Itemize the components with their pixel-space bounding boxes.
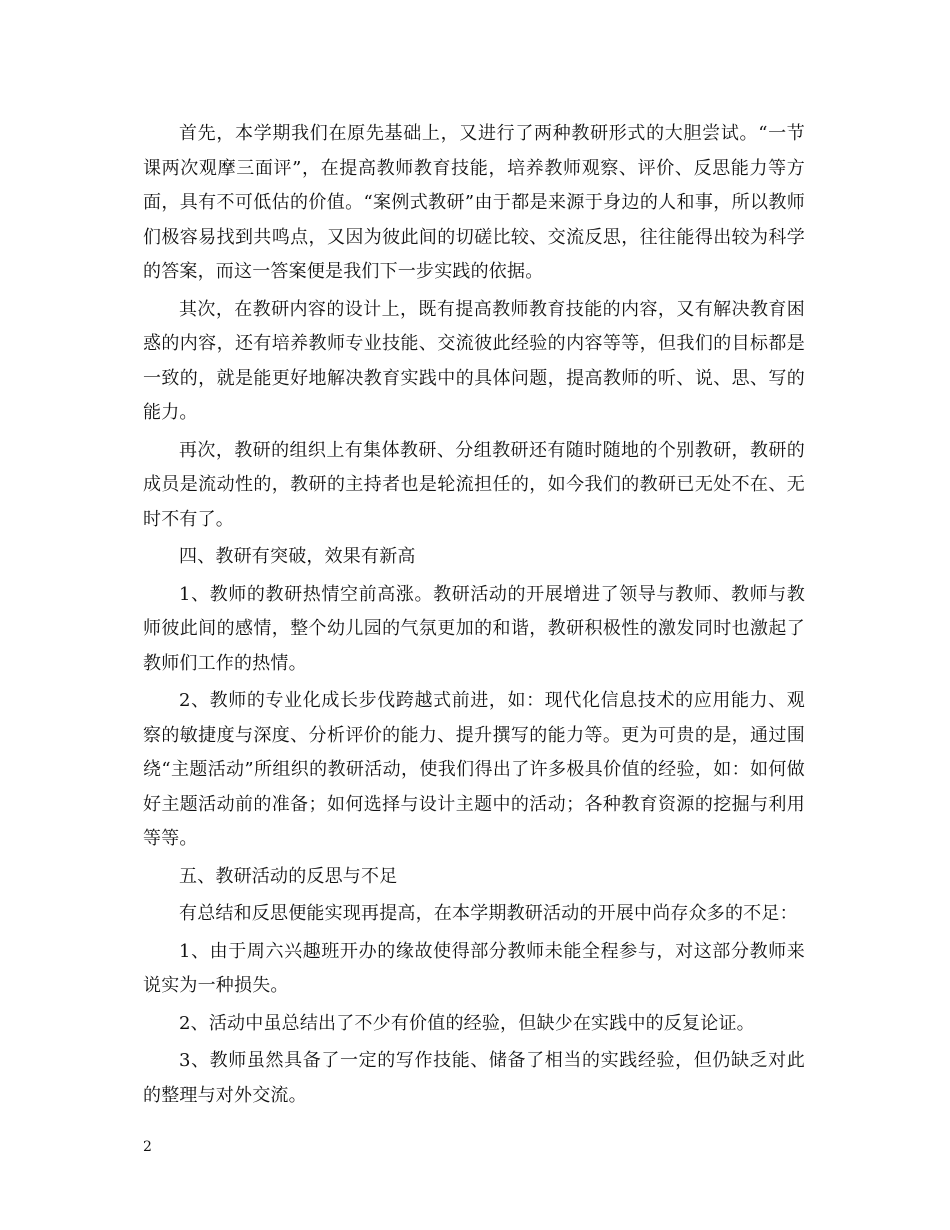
paragraph-first-point: 首先，本学期我们在原先基础上，又进行了两种教研形式的大胆尝试。“一节课两次观摩三面评”，在提高教师教育技能，培养教师观察、评价、反思能力等方面，具有不可低估的价值。“案例式教研”由于都是来源于身边的人和事，所以教师们极容易找到共鸣点，又因为彼此间的切磋比较、交流反思，往往能得出较为科学的答案，而这一答案便是我们下一步实践的依据。 <box>143 123 805 282</box>
page-number: 2 <box>143 1139 152 1155</box>
section-heading-five: 五、教研活动的反思与不足 <box>179 865 398 887</box>
paragraph-third-point: 再次，教研的组织上有集体教研、分组教研还有随时随地的个别教研，教研的成员是流动性的，教研的主持者也是轮流担任的，如今我们的教研已无处不在、无时不有了。 <box>143 439 805 530</box>
paragraph-item-1: 1、教师的教研热情空前高涨。教研活动的开展增进了领导与教师、教师与教师彼此间的感情，整个幼儿园的气氛更加的和谐，教研积极性的激发同时也激起了教师们工作的热情。 <box>143 583 805 674</box>
paragraph-reflection-intro: 有总结和反思便能实现再提高，在本学期教研活动的开展中尚存众多的不足： <box>179 903 798 924</box>
document-body <box>143 117 805 1116</box>
paragraph-shortcoming-1: 1、由于周六兴趣班开办的缘故使得部分教师未能全程参与，对这部分教师来说实为一种损失。 <box>143 940 805 996</box>
paragraph-item-2: 2、教师的专业化成长步伐跨越式前进，如：现代化信息技术的应用能力、观察的敏捷度与深度、分析评价的能力、提升撰写的能力等。更为可贵的是，通过围绕“主题活动”所组织的教研活动，使我们得出了许多极具价值的经验，如：如何做好主题活动前的准备；如何选择与设计主题中的活动；各种教育资源的挖掘与利用等等。 <box>143 690 805 849</box>
section-heading-four: 四、教研有突破，效果有新高 <box>179 546 416 567</box>
paragraph-shortcoming-3: 3、教师虽然具备了一定的写作技能、储备了相当的实践经验，但仍缺乏对此的整理与对外交流。 <box>143 1050 805 1106</box>
paragraph-shortcoming-2: 2、活动中虽总结出了不少有价值的经验，但缺少在实践中的反复论证。 <box>179 1012 755 1034</box>
paragraph-second-point: 其次，在教研内容的设计上，既有提高教师教育技能的内容，又有解决教育困惑的内容，还有培养教师专业技能、交流彼此经验的内容等等，但我们的目标都是一致的，就是能更好地解决教育实践中的具体问题，提高教师的听、说、思、写的能力。 <box>143 298 805 423</box>
